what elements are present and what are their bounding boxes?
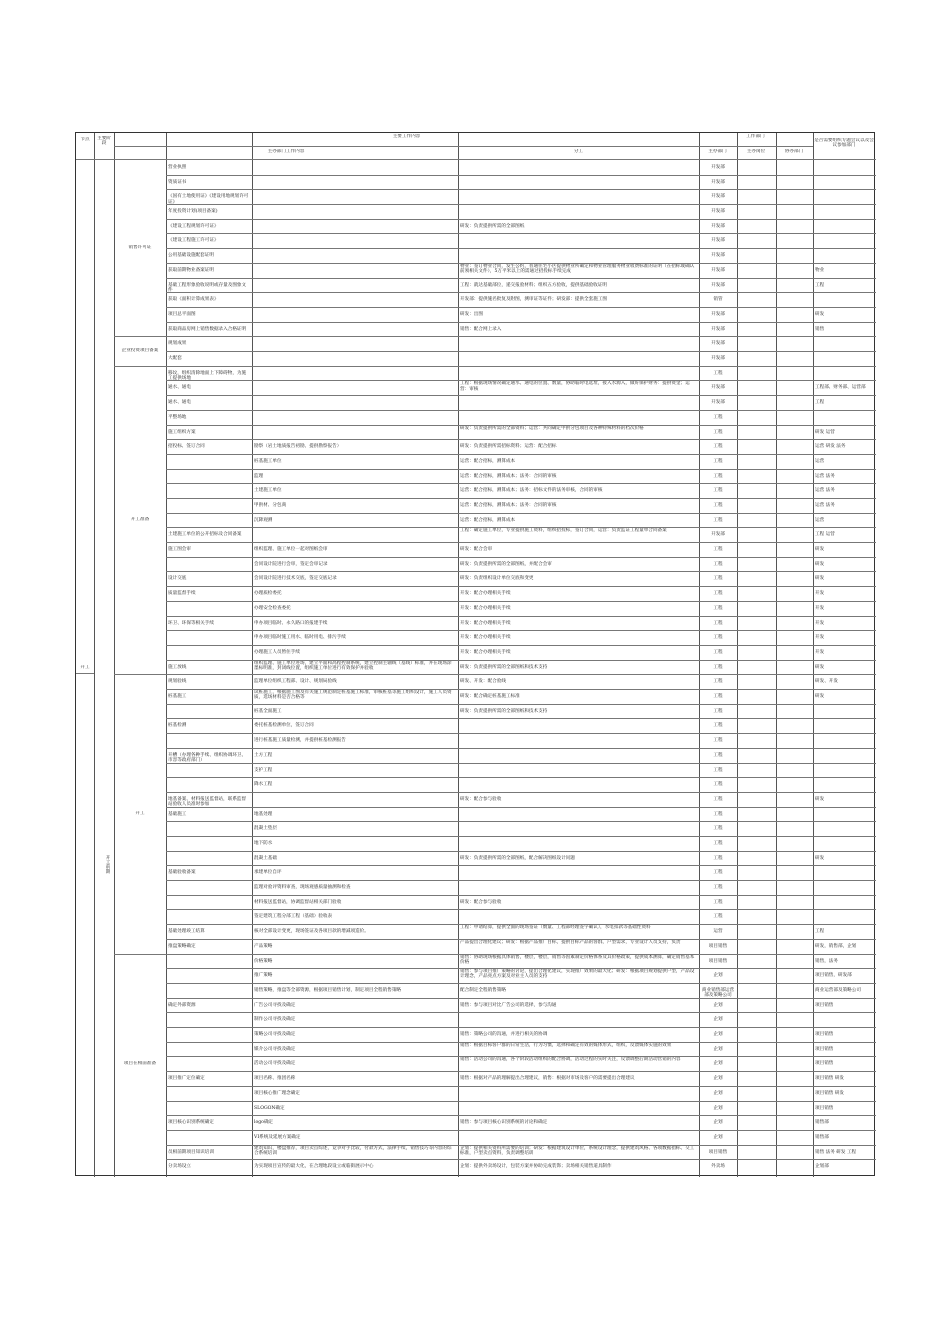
cell-d: 开发部 [711, 282, 725, 288]
row-divider [166, 366, 876, 367]
cell-d: 运营 [713, 929, 723, 935]
cell-a: 开槽（办理各种手续、组织协调环卫、市容等政府部门） [168, 752, 247, 763]
cell-a: 环卫、环保等相关手续 [168, 620, 214, 626]
cell-a: 施工组织方案 [168, 429, 196, 435]
cell-d: 项目销售 [708, 1149, 728, 1155]
cell-c: 运营：配合招标，测算成本 [460, 517, 516, 523]
cell-a: 设计交底 [168, 576, 187, 582]
group-label: 项目在相前准备 [123, 1060, 157, 1066]
cell-c: 研发：配合参与验收 [460, 899, 502, 905]
cell-c: 销售：根据目标客户群的日常生活，行为习惯，选择和确定有效的媒体形式，组织，反馈媒体实施的效果 [460, 1042, 672, 1048]
cell-a: 获取《面积计算成果表》 [168, 297, 219, 303]
cell-a: 营业执照 [168, 165, 187, 170]
cell-c: 开发：配合办理相关手续 [460, 635, 511, 641]
cell-d: 工程 [713, 782, 723, 788]
cell-b: 地基处理 [254, 811, 273, 817]
cell-b: 承建单位自评 [254, 870, 282, 876]
cell-a: 获取商品房网上销售数据录入合格证明 [168, 326, 247, 332]
cell-d: 开发部 [711, 238, 725, 244]
cell-d: 工程 [713, 605, 723, 611]
group-divider [114, 954, 166, 955]
cell-d: 工程 [713, 414, 723, 420]
group-divider [114, 336, 166, 337]
row-divider [166, 336, 876, 337]
cell-a: 平整场地 [168, 414, 187, 420]
header-main-content: 主要工作内容 [392, 134, 421, 139]
cell-b: 混凝土基础 [254, 855, 277, 861]
cell-d: 开发部 [711, 165, 725, 170]
cell-a: 施工图会审 [168, 547, 191, 553]
cell-a: 《建设工程施工许可证》 [168, 238, 219, 244]
cell-d: 工程 [713, 767, 723, 773]
cell-b: 监理对验评资料审查，现场观感质量抽测和检查 [254, 885, 351, 891]
cell-e: 工程 运营 [815, 532, 835, 538]
cell-c: 运营：配合招标，测算成本；法务：合同的审核 [460, 503, 557, 508]
cell-a: 基础工程形象验收说明或存量及图象文件 [168, 282, 247, 293]
group-label: 企业投资项目备案 [121, 348, 159, 354]
cell-d: 工程 [713, 591, 723, 597]
cell-b: 会同设计院进行技术交底，签定交底记录 [254, 576, 337, 582]
cell-d: 企划 [713, 1105, 723, 1111]
cell-a: 通水、通电 [168, 400, 191, 406]
cell-d: 工程 [713, 870, 723, 876]
cell-b: 试桩施工，根据施工图及有关施工规范制定桩基施工标准，审核桩基等施工组织设计，施工人员资质，选场材料是否合格等 [254, 690, 452, 701]
cell-b: 为实现项目宣传的最大化，在合理地段设立或临街展示中心 [254, 1164, 374, 1170]
cell-c: 配合制定全程销售策略 [460, 987, 506, 993]
cell-e: 运营 [815, 458, 825, 464]
cell-b: 申办项目临时施工用水、临时用电、排污手续 [254, 635, 346, 641]
cell-d: 项目销售 [708, 943, 728, 949]
cell-b: 甲供材、分包商 [254, 503, 287, 508]
cell-a: 《国有土地使用证》《建设用地规划许可证》 [168, 194, 249, 205]
cell-e: 研发 [815, 561, 825, 567]
cell-b: 委托桩基检测单位，签订合同 [254, 723, 314, 729]
cell-b: 制作公司寻找及确定 [254, 1017, 296, 1023]
cell-d: 开发部 [711, 311, 725, 317]
row-divider [166, 395, 876, 396]
cell-b: logo确定 [254, 1120, 274, 1126]
cell-d: 开发部 [711, 341, 725, 347]
cell-d: 工程 [713, 620, 723, 626]
cell-c: 研发：负责提供所需的全部图纸 [460, 223, 525, 229]
cell-a: 桩基施工 [168, 694, 187, 700]
row-divider [166, 233, 876, 234]
cell-a: 年度投资计划(项目备案) [168, 209, 218, 215]
row-divider [166, 204, 876, 205]
cell-c: 销售：根据对产品的理解提出合理建议，销售：根据对市场及客户的需要提出合理建议 [460, 1076, 635, 1082]
cell-b: 办理安全检查委托 [254, 605, 291, 611]
cell-a: 获取前期物业备案证明 [168, 267, 214, 273]
cell-d: 工程 [713, 738, 723, 744]
cell-c: 销售：参与项目核心识别系统的讨论和确定 [460, 1120, 548, 1126]
cell-e: 项目销售，研发部 [815, 973, 852, 979]
cell-e: 项目销售 研发 [815, 1076, 845, 1082]
cell-a: 招投标、签订合同 [168, 444, 205, 450]
cell-b: 勘察（岩土地质报告初勘、提供勘察报告） [254, 444, 342, 450]
cell-d: 企划 [713, 973, 723, 979]
cell-b: 监理单位组织工程部、设计、规划局验线 [254, 679, 337, 685]
cell-a: 地基备案、材料报送监督站，联系监督站验收人员准时参加 [168, 796, 247, 807]
header-main-dept: 主办部门 [708, 149, 727, 154]
grid-vline [458, 133, 459, 1177]
cell-d: 工程 [713, 841, 723, 846]
cell-d: 外卖场 [711, 1164, 725, 1170]
cell-a: 项目总平面图 [168, 311, 196, 317]
grid-vline [166, 133, 167, 1177]
cell-b: 材料报送监督站，协调监督站相关部门验收 [254, 899, 342, 905]
cell-d: 企划 [713, 1061, 723, 1067]
cell-e: 研发 [815, 576, 825, 582]
cell-d: 开发部 [711, 209, 725, 215]
cell-c: 研发、开发：配合验线 [460, 679, 506, 685]
cell-e: 销售，法务 [815, 958, 838, 964]
cell-e: 运营 法务 [815, 503, 835, 508]
group-divider [114, 366, 166, 367]
cell-d: 工程 [713, 649, 723, 655]
cell-a: 确定外部资源 [168, 1002, 196, 1008]
stage-kaigong-qianqi: 开工前期 [105, 854, 110, 874]
grid-vline [813, 133, 814, 1177]
cell-a: 土建施工单位的公开招标及合同备案 [168, 532, 242, 538]
cell-b: 土建施工单位 [254, 488, 282, 494]
cell-d: 企划 [713, 1046, 723, 1052]
cell-b: 办理质检委托 [254, 591, 282, 597]
cell-e: 开发 [815, 649, 825, 655]
cell-c: 开发：配合办理相关手续 [460, 605, 511, 611]
cell-b: VI系统及延展方案确定 [254, 1134, 301, 1140]
cell-d: 工程 [713, 429, 723, 435]
cell-c: 运营：配合招标，测算成本；法务：招标文件的法务审核，合同的审核 [460, 488, 603, 494]
cell-c: 研发：负责提供所需的全部图纸，并配合会审 [460, 561, 552, 567]
grid-hline [114, 146, 699, 147]
cell-d: 开发部 [711, 267, 725, 273]
cell-c: 开发：配合办理相关手续 [460, 620, 511, 626]
grid-vline [737, 133, 738, 1177]
cell-c: 工程：就达基础部位，递交报验材料；组织五方验收，提供基础验收证明 [460, 282, 608, 288]
grid-vline [94, 133, 95, 1177]
cell-e: 工程 [815, 929, 825, 935]
cell-d: 工程 [713, 547, 723, 553]
row-divider [166, 248, 876, 249]
cell-e: 销售部 [815, 1120, 829, 1126]
cell-e: 运营 [815, 517, 825, 523]
cell-c: 销售：参与项目对比广告公司的选择，参与沟通 [460, 1002, 557, 1008]
grid-hline [699, 146, 813, 147]
group-label: 开工 [135, 810, 145, 816]
cell-d: 销管 [713, 297, 723, 303]
cell-b: 办理施工人员暂住手续 [254, 649, 300, 655]
cell-c: 运营：配合招标，测算成本 [460, 458, 516, 464]
cell-c: 销售：协助现场根据具体销售，楼层，楼层，销售等因素制定价格体系及其价格政策，提供成本测算，确定销售基本价格 [460, 954, 695, 965]
cell-c: 开发：配合办理相关手续 [460, 649, 511, 655]
cell-c: 研发：配合参与验收 [460, 796, 502, 802]
header-main-dept-content: 主办部门工作内容 [267, 149, 305, 154]
cell-d: 开发部 [711, 326, 725, 332]
cell-d: 开发部 [711, 400, 725, 406]
cell-d: 企划 [713, 1032, 723, 1038]
cell-b: 签定建筑工程分部工程（基础）验收表 [254, 914, 333, 920]
cell-e: 研发 [815, 694, 825, 700]
cell-e: 运营 法务 [815, 473, 835, 479]
cell-c: 运营：配合招标，测算成本；法务：合同的审核 [460, 473, 557, 479]
cell-a: 分卖场设立 [168, 1164, 191, 1170]
cell-d: 工程 [713, 708, 723, 714]
header-meeting: 是否需要组织专题会议以及会议参加部门 [814, 138, 874, 149]
cell-b: 沉降观测 [254, 517, 273, 523]
cell-a: 基础施工 [168, 811, 187, 817]
cell-e: 销售 法务 研发 工程 [815, 1149, 857, 1155]
header-division: 分工 [573, 149, 584, 154]
cell-c: 工程：根据现场情况确定通水、通电的位置、数量，协助临时电选址，接入水源入，做好保护财务：提供资金；运营：审核 [460, 381, 690, 392]
cell-b: 土方工程 [254, 752, 273, 758]
cell-d: 工程 [713, 752, 723, 758]
cell-a: 桩基检测 [168, 723, 187, 729]
cell-a: 基础验收备案 [168, 870, 196, 876]
cell-d: 工程 [713, 458, 723, 464]
cell-d: 企划 [713, 1076, 723, 1082]
header-stage: 主要阶段 [97, 136, 111, 147]
cell-a: 推盘策略确定 [168, 943, 196, 949]
cell-e: 销售 [815, 326, 825, 332]
cell-c: 研发：负责提供所需招标资料；运营：配合招标 [460, 444, 557, 450]
cell-c: 销售：活动公司的沟通，各个阶段活动组织的配合协调，活动过程的实时关注，反馈调整后期活动营销的内容 [460, 1057, 681, 1063]
cell-d: 工程 [713, 723, 723, 729]
cell-d: 工程 [713, 694, 723, 700]
cell-d: 商业销售部运营部及策略公司 [701, 987, 735, 998]
header-node: 节点 [80, 137, 90, 142]
cell-a: 规划成果 [168, 341, 187, 347]
cell-b: 地下防水 [254, 841, 273, 846]
cell-d: 企划 [713, 1120, 723, 1126]
cell-d: 工程 [713, 826, 723, 832]
cell-e: 物业 [815, 267, 825, 273]
cell-c: 企划：提供外卖场设计，包装方案并协助完成装饰；卖场相关销售道具制作 [460, 1164, 612, 1170]
node-kaigong: 开工 [80, 665, 90, 670]
cell-b: 申办项目临时、永久路口的报建手续 [254, 620, 328, 626]
cell-e: 工程 [815, 400, 825, 406]
cell-d: 工程 [713, 899, 723, 905]
cell-d: 工程 [713, 679, 723, 685]
cell-b: 推广策略 [254, 973, 273, 979]
cell-b: 销售策略，推盘等全部资源，根据项目销售计划，制定项目全程销售策略 [254, 987, 402, 993]
row-divider [166, 410, 876, 411]
cell-c: 产品提出合理化建议；研发：根据产品推广目标，提供目标产品的客群，户型需求，专业设计人员支持，负责 [460, 939, 681, 945]
cell-c: 研发：负责提供所需的全部资料；运营：共同确定甲供分包项目及各种特殊材料的档次价格 [460, 425, 644, 431]
cell-e: 商业运营部及策略公司 [815, 987, 861, 993]
cell-a: 基础处理竣工结算 [168, 929, 205, 935]
grid-vline [776, 133, 777, 1177]
header-assist-dept: 协办部门 [784, 149, 804, 154]
cell-a: 《建设工程规划许可证》 [168, 223, 219, 229]
cell-e: 研发 [815, 855, 825, 861]
cell-e: 研发、开发 [815, 679, 838, 685]
cell-e: 工程 [815, 282, 825, 288]
cell-d: 开发部 [711, 385, 725, 391]
cell-d: 工程 [713, 576, 723, 582]
cell-a: 大配套 [168, 356, 182, 362]
group-divider [114, 674, 166, 675]
cell-a: 项目推广定位确定 [168, 1076, 205, 1082]
row-divider [166, 351, 876, 352]
cell-e: 项目销售 [815, 1061, 834, 1067]
cell-d: 项目销售 [708, 958, 728, 964]
cell-d: 开发部 [711, 194, 725, 200]
cell-c: 研发：配合确定桩基施工标准 [460, 694, 520, 700]
cell-d: 工程 [713, 796, 723, 802]
cell-d: 工程 [713, 885, 723, 891]
cell-e: 开发 [815, 635, 825, 641]
cell-b: 降水工程 [254, 782, 273, 788]
cell-b: 支护工程 [254, 767, 273, 773]
cell-c: 研发：负责提供所需的全部图纸，配合解决图纸设计问题 [460, 855, 575, 861]
cell-d: 工程 [713, 444, 723, 450]
cell-e: 研发 [815, 796, 825, 802]
cell-b: 桩基施工单位 [254, 458, 282, 464]
cell-d: 工程 [713, 811, 723, 817]
cell-c: 研发：负责提供所需的全部图纸和技术支持 [460, 664, 548, 670]
cell-a: 公用基础设施配套证明 [168, 253, 214, 259]
cell-e: 项目销售 [815, 1002, 834, 1008]
cell-a: 移坟，组织清除地面上下障碍物，为施工提供场地 [168, 370, 247, 381]
cell-c: 企划：提供相关资料所需要的培训；研发：根据建筑设计单位，系统设计理念，提供建筑风格、各项数据指标、交工标准，户型卖点资料，负责调整培训 [460, 1145, 695, 1156]
cell-b: 进行桩基施工质量检测，并提供桩基检测报告 [254, 738, 346, 744]
cell-b: 组织监理、施工单位进场，建立平面和高程控制系统，建立控制主轴线（基线）标准，并在现场涂墨标明准，封闭线位置，组织施工单位进行有效保护并验收 [254, 660, 452, 671]
cell-d: 企划 [713, 1090, 723, 1096]
grid-vline [252, 133, 253, 1177]
group-label: 开工准备 [130, 517, 150, 523]
cell-c: 工程：确定施工单位，专业提供施工资料，组织招投标，签订合同，运营：负责监证工程量单合同备案 [460, 528, 667, 534]
cell-d: 开发部 [711, 179, 725, 185]
cell-e: 项目销售 [815, 1032, 834, 1038]
cell-b: 混凝土垫层 [254, 826, 277, 832]
cell-c: 开发：配合办理相关手续 [460, 591, 511, 597]
cell-e: 研发 [815, 311, 825, 317]
cell-a: 规划验线 [168, 679, 187, 685]
cell-a: 通水、通电 [168, 385, 191, 391]
cell-b: 活动公司寻找及确定 [254, 1061, 296, 1067]
cell-e: 销售部 [815, 1134, 829, 1140]
cell-b: 组织监理、施工单位一起对图纸会审 [254, 547, 328, 553]
cell-a: 质量监督手续 [168, 591, 196, 597]
cell-c: 销售：配合网上录入 [460, 326, 502, 332]
cell-d: 工程 [713, 473, 723, 479]
cell-b: 建筑知识，楼盘推荐，项目卖点综述，竞争对手比较，付款方式，法律手续，销售技巧等内容的综合系统培训 [254, 1145, 452, 1156]
cell-b: 会同设计院进行会审，签定会审记录 [254, 561, 328, 567]
cell-e: 研发，销售部，企划 [815, 943, 857, 949]
cell-e: 运营 研发 法务 [815, 444, 846, 450]
cell-c: 研发：出图 [460, 311, 483, 317]
cell-d: 工程 [713, 635, 723, 641]
cell-d: 工程 [713, 517, 723, 523]
cell-d: 开发部 [711, 253, 725, 259]
grid-vline [699, 133, 700, 1177]
header-work-dept: 工作部门 [746, 134, 765, 139]
row-divider [166, 175, 876, 176]
cell-c: 工程：申请结算，提供全面的现场签证（数量、工程部经理签字确认），水电扣款等基础性资料 [460, 925, 651, 931]
cell-e: 项目销售 [815, 1105, 834, 1111]
cell-a: 员相前期项目知识培训 [168, 1149, 214, 1155]
cell-e: 研发 [815, 664, 825, 670]
cell-c: 研发：负责提供所需的全部图纸和技术支持 [460, 708, 548, 714]
cell-a: 资质证书 [168, 179, 187, 185]
cell-d: 企划 [713, 1002, 723, 1008]
cell-d: 工程 [713, 370, 723, 376]
cell-d: 工程 [713, 664, 723, 670]
cell-b: 桩基全面施工 [254, 708, 282, 714]
cell-d: 工程 [713, 561, 723, 567]
cell-b: 项目核心推广理念确定 [254, 1090, 300, 1096]
cell-c: 销售：策略公司的沟通，并进行相关的协调 [460, 1032, 548, 1038]
cell-b: 产品策略 [254, 943, 273, 949]
cell-e: 开发 [815, 605, 825, 611]
cell-d: 工程 [713, 488, 723, 494]
cell-a: 项目核心识别系统确定 [168, 1120, 214, 1126]
cell-d: 企划 [713, 1017, 723, 1023]
cell-c: 研发：负责组织设计单位交底和变更 [460, 576, 534, 582]
cell-d: 开发部 [711, 223, 725, 229]
cell-c: 物业：签订物业合同，发生公约，普通住宅小区提供物业所确定和物业管理服务物业收费标准的证明（在招标或确认前须相关文件），5万平米以上的需通过招投标手续完成 [460, 263, 695, 275]
cell-e: 工程部、财务部、运营部 [815, 385, 866, 391]
cell-e: 开发 [815, 591, 825, 597]
cell-a: 施工放线 [168, 664, 187, 670]
cell-e: 开发 [815, 620, 825, 626]
node-divider [76, 673, 94, 674]
cell-c: 研发：配合会审 [460, 547, 493, 553]
cell-c: 销售：参与项目推广策略的讨论，提出合理化建议，实现推广效果的最大化；研发：根据项目规划提供户型，产品设计理念，产品亮点方案及对业主人员的支持 [460, 969, 695, 980]
cell-d: 工程 [713, 914, 723, 920]
cell-d: 企划 [713, 1134, 723, 1140]
cell-d: 工程 [713, 855, 723, 861]
cell-d: 工程 [713, 503, 723, 508]
grid-vline [114, 133, 115, 1177]
cell-e: 企划部 [815, 1164, 829, 1170]
cell-b: 策略公司寻找及确定 [254, 1032, 296, 1038]
cell-b: SLOGON确定 [254, 1105, 285, 1111]
cell-b: 监理 [254, 473, 264, 479]
cell-b: 项目名称、推团名称 [254, 1076, 296, 1082]
cell-c: 开发部：提供施名批复及附图，测审证等证件；研发部：提供全套施工图 [460, 297, 608, 303]
row-divider [166, 189, 876, 190]
group-label: 销售许可证 [128, 245, 152, 251]
cell-b: 价格策略 [254, 958, 273, 964]
grid-hline [76, 159, 876, 160]
cell-b: 广告公司寻找及确定 [254, 1002, 296, 1008]
header-main-post: 主办岗位 [746, 149, 766, 154]
cell-e: 运营 法务 [815, 488, 835, 494]
cell-e: 研发 [815, 547, 825, 553]
project-schedule-table [75, 132, 875, 1176]
cell-d: 开发部 [711, 532, 725, 538]
cell-e: 研发 运营 [815, 429, 835, 435]
cell-e: 项目销售 [815, 1046, 834, 1052]
cell-b: 媒介公司寻找及确定 [254, 1046, 296, 1052]
cell-d: 开发部 [711, 356, 725, 362]
cell-e: 项目销售 研发 [815, 1090, 845, 1096]
cell-b: 核对全部设计变更，现场签证及各项目款的增减项造价。 [254, 929, 369, 935]
